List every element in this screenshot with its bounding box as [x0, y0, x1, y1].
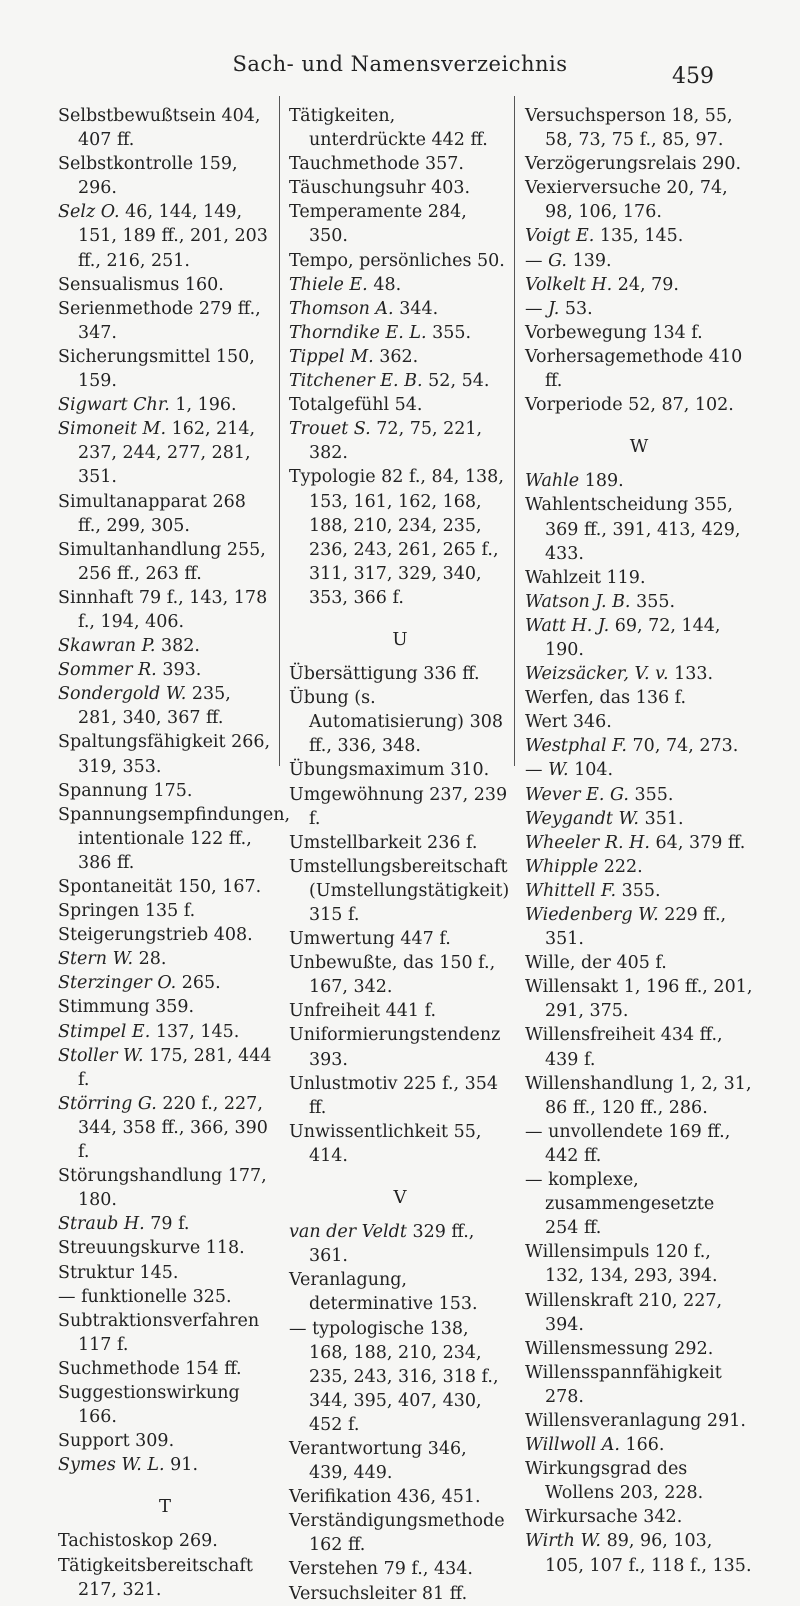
index-entry — [525, 1289, 753, 1337]
index-entry — [525, 614, 753, 662]
entry-text: Uniformierungstendenz 393. — [289, 1025, 501, 1070]
index-entry — [525, 493, 753, 565]
entry-text: 355. — [616, 880, 661, 901]
entry-author-name: Thomson A. — [289, 298, 394, 319]
entry-text: Simultanapparat 268 ff., 299, 305. — [58, 491, 246, 536]
entry-text: 229 ff., 351. — [545, 905, 727, 950]
entry-text: Streuungskurve 118. — [58, 1238, 245, 1259]
entry-text: Vorhersagemethode 410 ff. — [525, 346, 743, 392]
entry-text: 104. — [568, 760, 614, 781]
entry-author-name: Wirth W. — [525, 1531, 601, 1552]
entry-prefix: — — [525, 760, 549, 781]
entry-text: Willenshandlung 1, 2, 31, 86 ff., 120 ff., 286. — [525, 1073, 752, 1118]
entry-text: Temperamente 284, 350. — [289, 202, 467, 247]
index-entry — [58, 1236, 272, 1260]
entry-text: Wert 346. — [525, 712, 612, 733]
section-letter: T — [158, 1496, 171, 1518]
index-entry — [58, 586, 272, 634]
index-entry — [58, 1212, 272, 1236]
index-entry — [289, 321, 511, 345]
entry-author-name: Wheeler R. H. — [525, 832, 650, 853]
index-entry — [525, 273, 753, 297]
index-entry — [58, 152, 272, 200]
entry-author-name: Thorndike E. L. — [289, 322, 427, 343]
index-entry — [289, 1120, 511, 1168]
index-entry — [58, 1309, 272, 1357]
index-entry — [525, 903, 753, 951]
index-entry — [58, 1554, 272, 1602]
index-entry — [525, 1505, 753, 1529]
entry-text: 48. — [367, 274, 402, 295]
entry-text: Unlustmotiv 225 f., 354 ff. — [289, 1073, 499, 1118]
entry-text: 28. — [133, 949, 167, 970]
index-entry — [525, 1120, 753, 1168]
index-entry — [58, 1285, 272, 1309]
index-entry — [289, 345, 511, 369]
entry-author-name: Stern W. — [58, 949, 134, 970]
entry-text: Unwissentlichkeit 55, 414. — [289, 1121, 482, 1166]
entry-text: Sensualismus 160. — [58, 274, 224, 295]
entry-author-name: Wiedenberg W. — [525, 905, 659, 925]
entry-text: Willenskraft 210, 227, 394. — [525, 1290, 723, 1335]
entry-author-name: Selz O. — [58, 202, 120, 223]
index-entry — [289, 855, 511, 927]
entry-text: 133. — [668, 664, 714, 685]
index-entry — [58, 875, 272, 899]
index-entry — [525, 951, 753, 975]
running-title: Sach- und Namensverzeichnis — [232, 52, 568, 76]
index-entry — [58, 104, 272, 152]
index-entry — [525, 1457, 753, 1505]
entry-author-name: Sondergold W. — [58, 684, 187, 705]
index-entry — [289, 783, 511, 831]
entry-text: Stimmung 359. — [58, 997, 195, 1018]
entry-text: 265. — [176, 973, 221, 994]
index-entry — [525, 1240, 753, 1288]
index-entry — [58, 490, 272, 538]
index-entry — [58, 658, 272, 682]
index-entry — [289, 393, 511, 417]
entry-author-name: Trouet S. — [289, 419, 371, 440]
entry-text: Störungshandlung 177, 180. — [58, 1166, 267, 1211]
index-entry — [58, 730, 272, 778]
entry-text: 162, 214, 237, 244, 277, 281, 351. — [78, 419, 256, 488]
entry-text: Spaltungsfähigkeit 266, 319, 353. — [58, 732, 271, 777]
entry-text: Umstellungsbereitschaft (Umstellungstätigkeit) 315 f. — [289, 856, 510, 925]
entry-text: Subtraktionsverfahren 117 f. — [58, 1310, 260, 1355]
index-entry — [525, 758, 753, 782]
index-entry — [289, 1557, 511, 1581]
entry-text: Übersättigung 336 ff. — [289, 664, 480, 685]
index-entry — [58, 779, 272, 803]
index-entry — [289, 1317, 511, 1437]
index-entry — [289, 104, 511, 152]
entry-text: Umgewöhnung 237, 239 f. — [289, 784, 508, 829]
index-entry — [289, 662, 511, 686]
index-entry — [58, 947, 272, 971]
entry-author-name: Titchener E. B. — [289, 371, 423, 392]
index-entry — [525, 855, 753, 879]
index-entry — [58, 899, 272, 923]
entry-text: Täuschungsuhr 403. — [289, 178, 471, 199]
index-entry — [525, 297, 753, 321]
entry-text: 79 f. — [144, 1214, 190, 1235]
entry-text: Spontaneität 150, 167. — [58, 877, 262, 897]
page-header — [0, 50, 800, 90]
entry-author-name: Skawran P. — [58, 636, 156, 657]
index-entry — [58, 297, 272, 345]
index-entry — [289, 999, 511, 1023]
entry-text: Willensakt 1, 196 ff., 201, 291, 375. — [525, 977, 753, 1022]
entry-text: 355. — [426, 322, 472, 343]
index-column-3 — [525, 104, 753, 1578]
index-entry — [58, 345, 272, 393]
entry-text: Tätigkeitsbereitschaft 217, 321. — [58, 1555, 253, 1600]
entry-text: 355. — [630, 591, 676, 612]
index-entry — [525, 1361, 753, 1409]
index-entry — [525, 1023, 753, 1071]
index-entry — [525, 686, 753, 710]
entry-author-name: J. — [548, 298, 560, 319]
entry-text: Wahlzeit 119. — [525, 567, 646, 588]
entry-text: Unbewußte, das 150 f., 167, 342. — [289, 953, 496, 998]
index-column-2 — [289, 104, 511, 1606]
entry-text: Tachistoskop 269. — [58, 1531, 218, 1552]
index-entry — [289, 686, 511, 758]
entry-text: Serienmethode 279 ff., 347. — [58, 298, 261, 343]
index-entry — [58, 1020, 272, 1044]
entry-text: Simultanhandlung 255, 256 ff., 263 ff. — [58, 539, 266, 584]
index-entry — [289, 1509, 511, 1557]
entry-text: 189. — [579, 471, 624, 492]
entry-text: Struktur 145. — [58, 1262, 179, 1283]
index-entry — [289, 465, 511, 610]
entry-text: Support 309. — [58, 1431, 175, 1452]
entry-text: 70, 74, 273. — [626, 736, 739, 757]
index-entry — [289, 200, 511, 248]
index-entry — [289, 273, 511, 297]
entry-author-name: G. — [548, 250, 567, 271]
entry-text: 382. — [155, 636, 200, 657]
index-entry — [58, 1429, 272, 1453]
entry-text: 135, 145. — [594, 226, 684, 247]
entry-author-name: Watt H. J. — [525, 615, 610, 636]
index-entry — [289, 758, 511, 782]
entry-author-name: Voigt E. — [525, 226, 595, 247]
index-entry — [525, 734, 753, 758]
column-divider — [514, 96, 515, 766]
index-entry — [525, 393, 753, 417]
entry-author-name: Symes W. L. — [58, 1455, 165, 1476]
entry-text: Totalgefühl 54. — [289, 395, 423, 416]
entry-text: 139. — [567, 250, 612, 271]
index-entry — [525, 590, 753, 614]
entry-text: 137, 145. — [150, 1021, 240, 1042]
entry-text: Tauchmethode 357. — [289, 154, 464, 175]
index-entry — [525, 975, 753, 1023]
entry-text: Willensspannfähigkeit 278. — [525, 1362, 722, 1407]
entry-text: 1, 196. — [169, 395, 237, 416]
index-entry — [525, 345, 753, 393]
entry-text: 64, 379 ff. — [649, 832, 746, 853]
entry-text: 222. — [598, 856, 643, 877]
index-entry — [58, 923, 272, 947]
entry-text: Vorbewegung 134 f. — [525, 322, 703, 343]
index-entry — [525, 1072, 753, 1120]
index-entry — [289, 249, 511, 273]
entry-text: 344. — [393, 298, 439, 319]
index-entry — [525, 176, 753, 224]
entry-text: Versuchsleiter 81 ff. — [289, 1583, 468, 1604]
entry-text: Verifikation 436, 451. — [289, 1487, 481, 1508]
entry-text: 69, 72, 144, 190. — [545, 615, 721, 660]
index-entry — [58, 1381, 272, 1429]
entry-text: Sicherungsmittel 150, 159. — [58, 346, 255, 392]
index-entry — [58, 200, 272, 272]
index-entry — [289, 297, 511, 321]
entry-author-name: Sommer R. — [58, 660, 157, 681]
index-entry — [289, 831, 511, 855]
index-entry — [525, 321, 753, 345]
entry-author-name: Willwoll A. — [525, 1435, 620, 1456]
index-entry — [525, 807, 753, 831]
entry-author-name: Tippel M. — [289, 346, 374, 367]
entry-author-name: Thiele E. — [289, 274, 368, 295]
entry-text: Wirkursache 342. — [525, 1507, 683, 1528]
index-entry — [58, 803, 291, 875]
section-letter: V — [393, 1187, 407, 1209]
entry-author-name: van der Veldt — [289, 1222, 407, 1243]
index-entry — [58, 1453, 272, 1477]
entry-author-name: Wever E. G. — [525, 784, 629, 805]
entry-author-name: Sigwart Chr. — [58, 395, 170, 416]
entry-author-name: Whittell F. — [525, 880, 617, 901]
entry-text: Willensimpuls 120 f., 132, 134, 293, 394. — [525, 1242, 718, 1287]
entry-text: Tempo, persönliches 50. — [289, 250, 505, 271]
entry-text: Wille, der 405 f. — [525, 953, 667, 974]
entry-author-name: Watson J. B. — [525, 591, 631, 612]
entry-text: 351. — [639, 808, 684, 829]
column-divider — [279, 96, 280, 766]
entry-text: Verstehen 79 f., 434. — [289, 1559, 473, 1580]
entry-text: — funktionelle 325. — [58, 1286, 232, 1307]
entry-prefix: — — [525, 250, 549, 271]
index-entry — [525, 783, 753, 807]
index-entry — [58, 1092, 272, 1164]
index-entry — [289, 369, 511, 393]
entry-text: 91. — [164, 1455, 199, 1476]
entry-text: — typologische 138, 168, 188, 210, 234, 235, 243, 316, 318 f., 344, 395, 407, 430, 452 f. — [289, 1318, 499, 1435]
entry-author-name: Whipple — [525, 856, 599, 877]
entry-text: 329 ff., 361. — [309, 1222, 475, 1267]
entry-text: 52, 54. — [422, 371, 490, 392]
index-entry — [525, 1433, 753, 1457]
page-number: 459 — [672, 64, 714, 89]
index-entry — [58, 538, 272, 586]
index-entry — [525, 469, 753, 493]
entry-text: 175, 281, 444 f. — [78, 1045, 272, 1090]
index-entry — [289, 417, 511, 465]
entry-text: Spannungsempfindungen, intentionale 122 ff., 386 ff. — [58, 804, 291, 873]
index-entry — [289, 176, 511, 200]
section-letter: U — [392, 628, 408, 650]
entry-author-name: Volkelt H. — [525, 274, 613, 295]
entry-author-name: Stoller W. — [58, 1045, 144, 1066]
entry-author-name: Westphal F. — [525, 736, 627, 757]
index-entry — [525, 1409, 753, 1433]
index-entry — [525, 152, 753, 176]
section-letter: W — [629, 436, 649, 458]
entry-text: Spannung 175. — [58, 780, 193, 801]
entry-author-name: Weizsäcker, V. v. — [525, 664, 669, 685]
entry-text: 72, 75, 221, 382. — [309, 419, 483, 464]
entry-text: 89, 96, 103, 105, 107 f., 118 f., 135. — [545, 1531, 752, 1576]
entry-text: Veranlagung, determinative 153. — [289, 1270, 478, 1315]
entry-text: — unvollendete 169 ff., 442 ff. — [525, 1121, 731, 1166]
index-entry — [289, 1582, 511, 1606]
index-entry — [289, 1437, 511, 1485]
entry-text: Willensmessung 292. — [525, 1338, 714, 1359]
index-entry — [289, 152, 511, 176]
entry-text: Verzögerungsrelais 290. — [525, 154, 742, 175]
index-entry — [525, 1529, 753, 1577]
entry-author-name: W. — [548, 760, 569, 781]
index-entry — [289, 951, 511, 999]
entry-text: Willensfreiheit 434 ff., 439 f. — [525, 1025, 723, 1070]
entry-text: Umstellbarkeit 236 f. — [289, 832, 478, 853]
entry-text: Übungsmaximum 310. — [289, 760, 490, 781]
index-entry — [525, 831, 753, 855]
index-entry — [58, 1357, 272, 1381]
entry-text: 355. — [628, 784, 674, 805]
entry-prefix: — — [525, 298, 549, 319]
entry-text: Selbstkontrolle 159, 296. — [58, 154, 238, 199]
index-entry — [289, 1268, 511, 1316]
index-entry — [58, 1044, 272, 1092]
index-entry — [289, 1485, 511, 1509]
entry-text: Sinnhaft 79 f., 143, 178 f., 194, 406. — [58, 587, 268, 632]
entry-author-name: Straub H. — [58, 1214, 145, 1235]
entry-text: Verständigungsmethode 162 ff. — [289, 1511, 505, 1556]
index-entry — [525, 566, 753, 590]
entry-text: 393. — [156, 660, 202, 681]
entry-text: Suchmethode 154 ff. — [58, 1358, 242, 1379]
entry-text: Versuchsperson 18, 55, 58, 73, 75 f., 85, 97. — [525, 106, 733, 151]
entry-author-name: Wahle — [525, 471, 580, 492]
index-entry — [525, 1168, 753, 1240]
index-entry — [58, 1261, 272, 1285]
entry-text: 220 f., 227, 344, 358 ff., 366, 390 f. — [78, 1093, 268, 1163]
index-entry — [525, 879, 753, 903]
index-entry — [58, 393, 272, 417]
entry-text: 46, 144, 149, 151, 189 ff., 201, 203 ff., 216, 251. — [78, 202, 268, 271]
index-entry — [525, 710, 753, 734]
entry-text: 235, 281, 340, 367 ff. — [78, 684, 231, 729]
entry-text: Umwertung 447 f. — [289, 929, 451, 950]
index-entry — [58, 995, 272, 1019]
entry-text: 53. — [559, 298, 593, 319]
index-entry — [58, 417, 272, 489]
index-entry — [289, 1072, 511, 1120]
index-entry — [58, 971, 272, 995]
index-entry — [525, 1337, 753, 1361]
index-entry — [58, 1529, 272, 1553]
entry-text: Vexierversuche 20, 74, 98, 106, 176. — [525, 178, 728, 223]
entry-text: Tätigkeiten, unterdrückte 442 ff. — [289, 106, 488, 151]
index-entry — [525, 662, 753, 686]
entry-text: Wirkungsgrad des Wollens 203, 228. — [525, 1459, 704, 1504]
entry-author-name: Sterzinger O. — [58, 973, 177, 994]
entry-text: Vorperiode 52, 87, 102. — [525, 395, 734, 416]
entry-text: — komplexe, zusammengesetzte 254 ff. — [525, 1170, 715, 1239]
entry-author-name: Simoneit M. — [58, 419, 167, 440]
entry-text: 166. — [619, 1435, 665, 1456]
index-entry — [525, 104, 753, 152]
index-entry — [58, 634, 272, 658]
entry-author-name: Störring G. — [58, 1093, 157, 1114]
entry-author-name: Weygandt W. — [525, 808, 639, 829]
entry-text: Übung (s. Automatisierung) 308 ff., 336, 348. — [289, 688, 503, 757]
index-entry — [58, 1164, 272, 1212]
entry-text: Verantwortung 346, 439, 449. — [289, 1438, 467, 1484]
entry-text: Werfen, das 136 f. — [525, 688, 687, 709]
entry-text: 24, 79. — [612, 274, 679, 295]
index-entry — [58, 273, 272, 297]
entry-text: Steigerungstrieb 408. — [58, 925, 253, 946]
index-entry — [525, 224, 753, 248]
entry-text: Wahlentscheidung 355, 369 ff., 391, 413, 429, 433. — [525, 495, 741, 564]
index-entry — [289, 927, 511, 951]
entry-text: Unfreiheit 441 f. — [289, 1001, 437, 1022]
entry-text: Springen 135 f. — [58, 901, 196, 922]
entry-text: Suggestionswirkung 166. — [58, 1382, 240, 1428]
index-entry — [289, 1023, 511, 1071]
entry-author-name: Stimpel E. — [58, 1021, 151, 1042]
entry-text: Typologie 82 f., 84, 138, 153, 161, 162, 168, 188, 210, 234, 235, 236, 243, 261, 265 f., 311, 317, 329, 340, 353, 366 f. — [289, 467, 504, 608]
index-entry — [289, 1220, 511, 1268]
index-entry — [525, 249, 753, 273]
entry-text: Willensveranlagung 291. — [525, 1410, 746, 1431]
entry-text: 362. — [373, 346, 419, 367]
index-entry — [58, 682, 272, 730]
entry-text: Selbstbewußtsein 404, 407 ff. — [58, 106, 261, 151]
index-column-1 — [58, 104, 291, 1602]
